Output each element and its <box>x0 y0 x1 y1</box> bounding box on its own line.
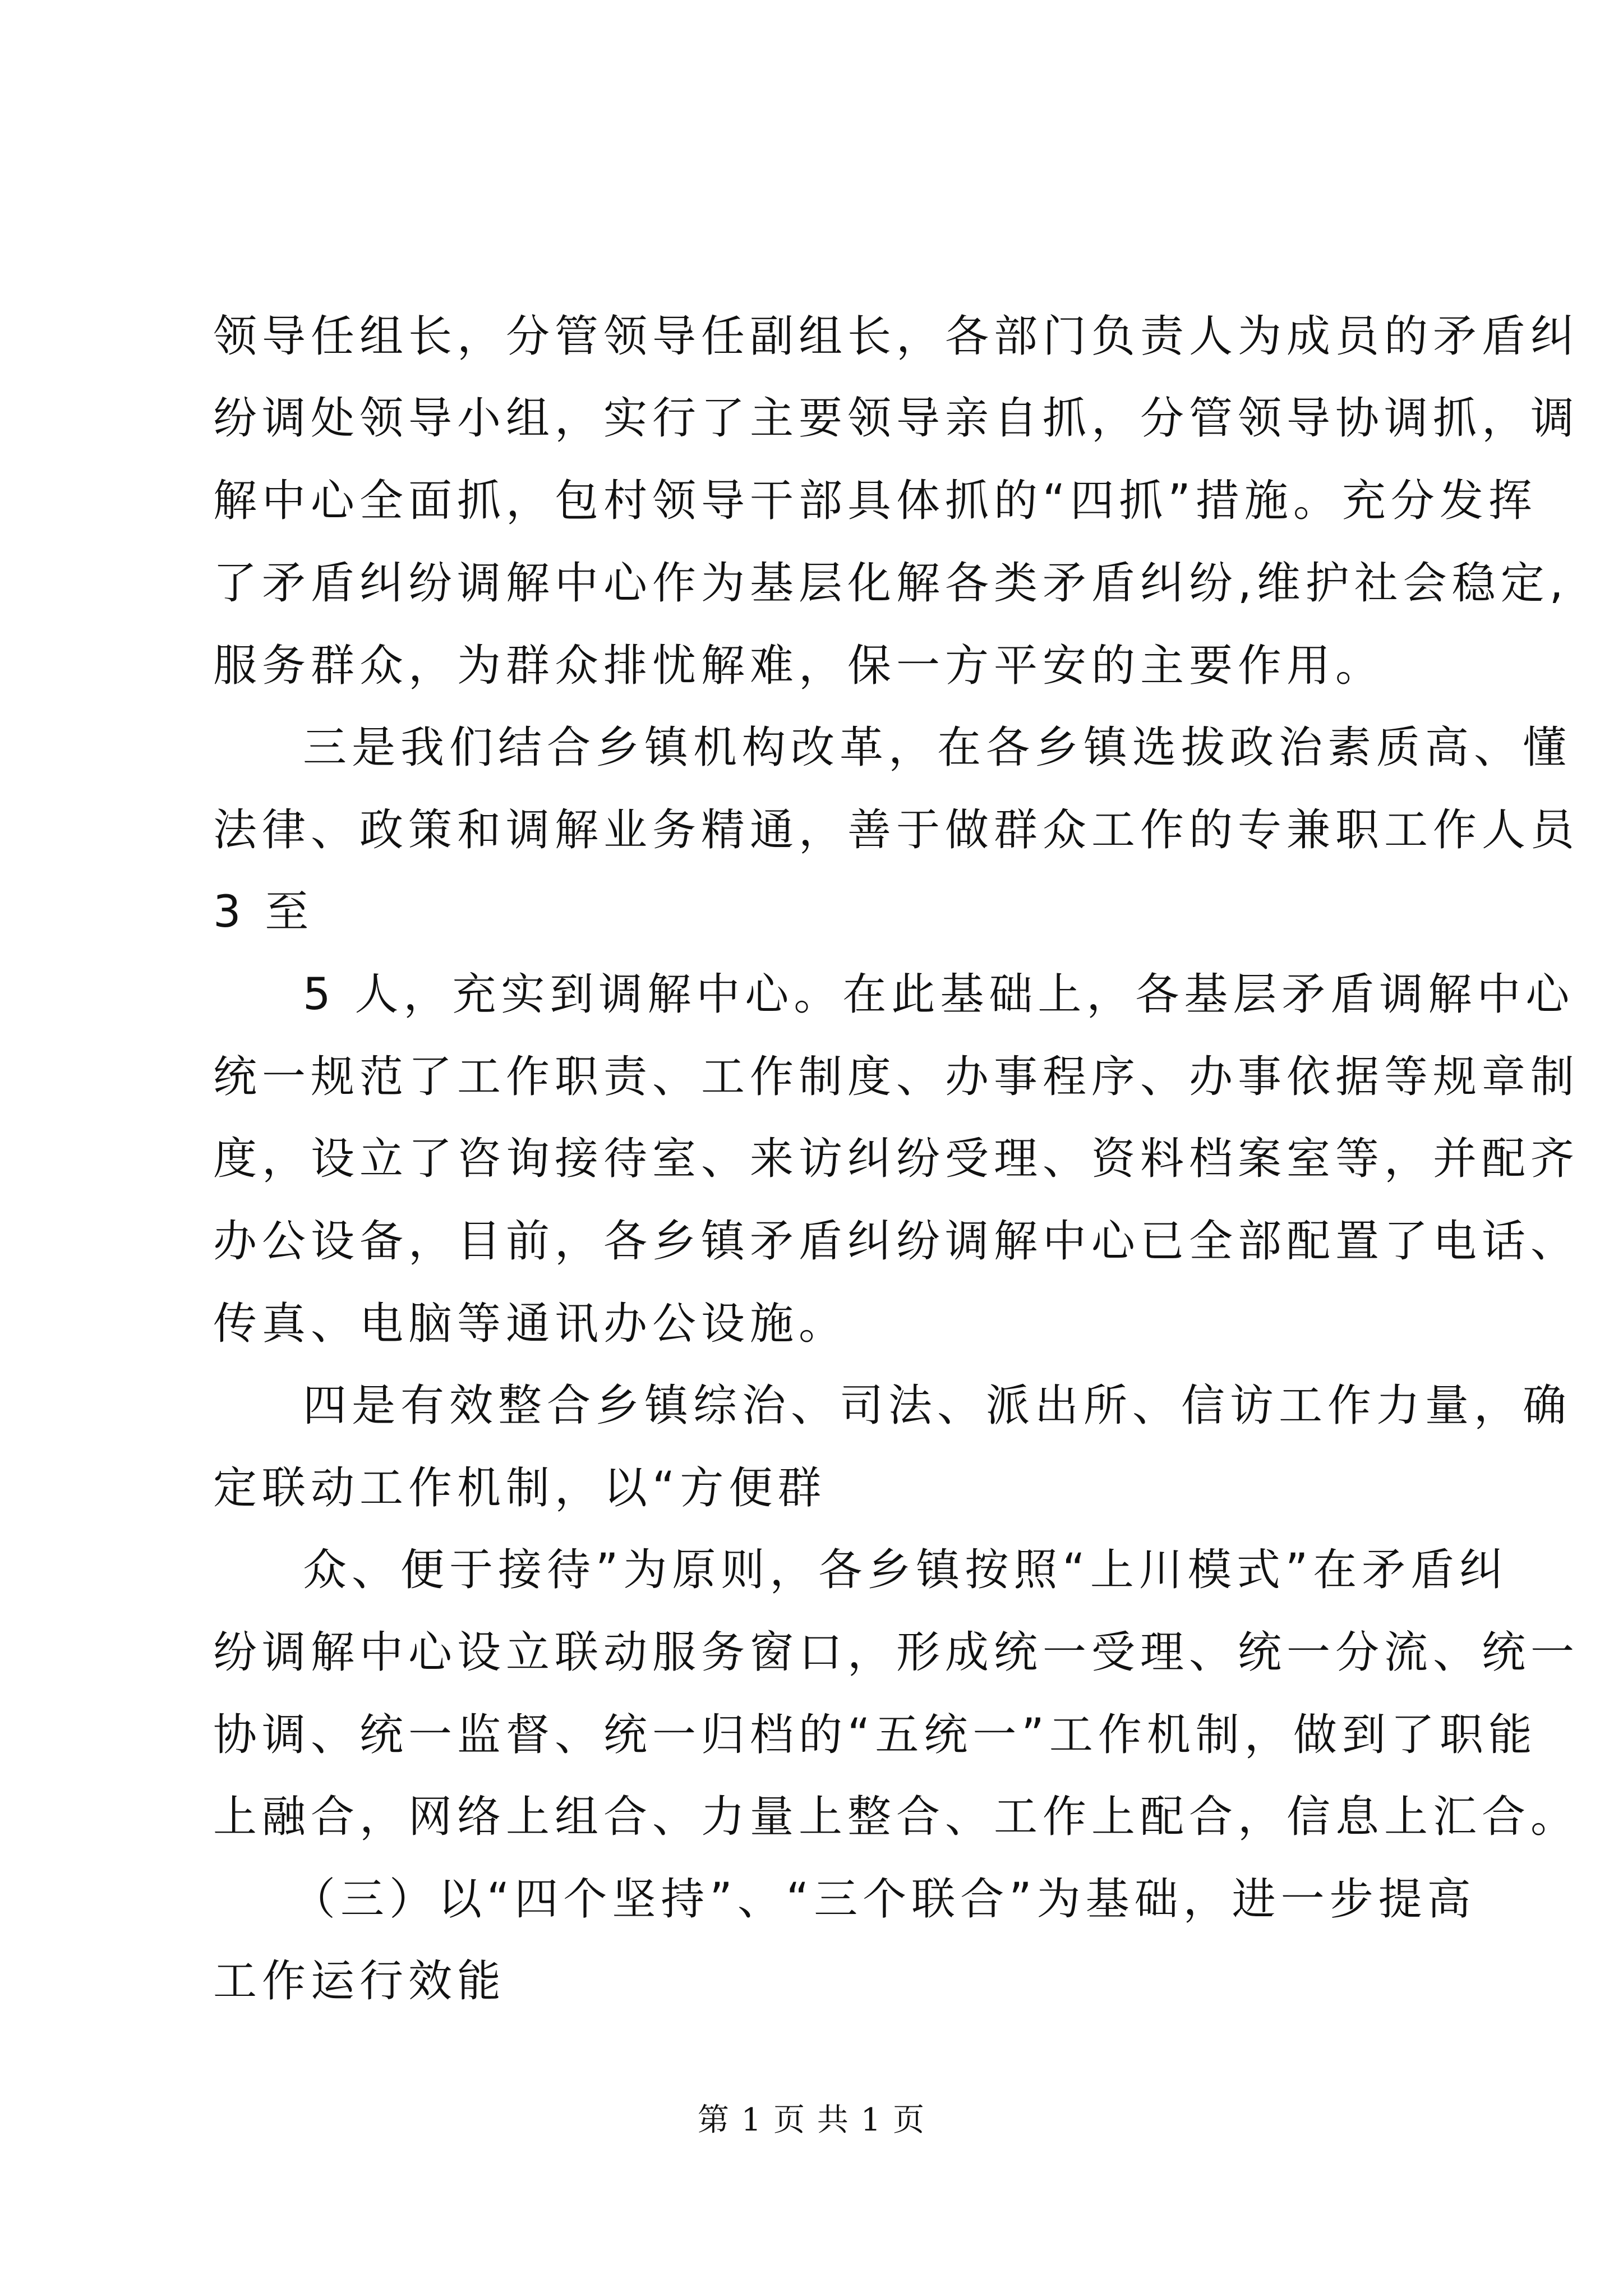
body-line: 纷调处领导小组，实行了主要领导亲自抓，分管领导协调抓，调 <box>213 393 1580 444</box>
body-line: 上融合，网络上组合、力量上整合、工作上配合，信息上汇合。 <box>213 1792 1580 1842</box>
page-footer: 第 1 页 共 1 页 <box>697 2102 926 2138</box>
paragraph-start: 众、便于接待”为原则，各乡镇按照“上川模式”在矛盾纠 <box>303 1545 1509 1595</box>
body-line: 定联动工作机制，以“方便群 <box>213 1463 827 1513</box>
body-line: 领导任组长，分管领导任副组长，各部门负责人为成员的矛盾纠 <box>213 311 1580 362</box>
body-line: 3 至 <box>213 887 314 937</box>
body-line: 度，设立了咨询接待室、来访纠纷受理、资料档案室等，并配齐 <box>213 1134 1580 1184</box>
body-line: 法律、政策和调解业务精通，善于做群众工作的专兼职工作人员 <box>213 805 1580 855</box>
body-line: 统一规范了工作职责、工作制度、办事程序、办事依据等规章制 <box>213 1052 1580 1102</box>
paragraph-start: 5 人，充实到调解中心。在此基础上，各基层矛盾调解中心 <box>303 969 1575 1020</box>
body-line: 服务群众，为群众排忧解难，保一方平安的主要作用。 <box>213 641 1385 691</box>
section-heading: （三）以“四个坚持”、“三个联合”为基础，进一步提高 <box>292 1874 1476 1925</box>
paragraph-start: 四是有效整合乡镇综治、司法、派出所、信访工作力量，确 <box>303 1381 1572 1431</box>
body-line: 协调、统一监督、统一归档的“五统一”工作机制，做到了职能 <box>213 1710 1537 1760</box>
body-line: 办公设备，目前，各乡镇矛盾纠纷调解中心已全部配置了电话、 <box>213 1216 1580 1267</box>
body-line: 传真、电脑等通讯办公设施。 <box>213 1299 848 1349</box>
body-line: 了矛盾纠纷调解中心作为基层化解各类矛盾纠纷,维护社会稳定, <box>213 558 1569 609</box>
body-line: 解中心全面抓，包村领导干部具体抓的“四抓”措施。充分发挥 <box>213 476 1537 526</box>
section-heading-continued: 工作运行效能 <box>213 1956 506 2007</box>
paragraph-start: 三是我们结合乡镇机构改革，在各乡镇选拔政治素质高、懂 <box>303 723 1572 773</box>
body-line: 纷调解中心设立联动服务窗口，形成统一受理、统一分流、统一 <box>213 1627 1580 1678</box>
